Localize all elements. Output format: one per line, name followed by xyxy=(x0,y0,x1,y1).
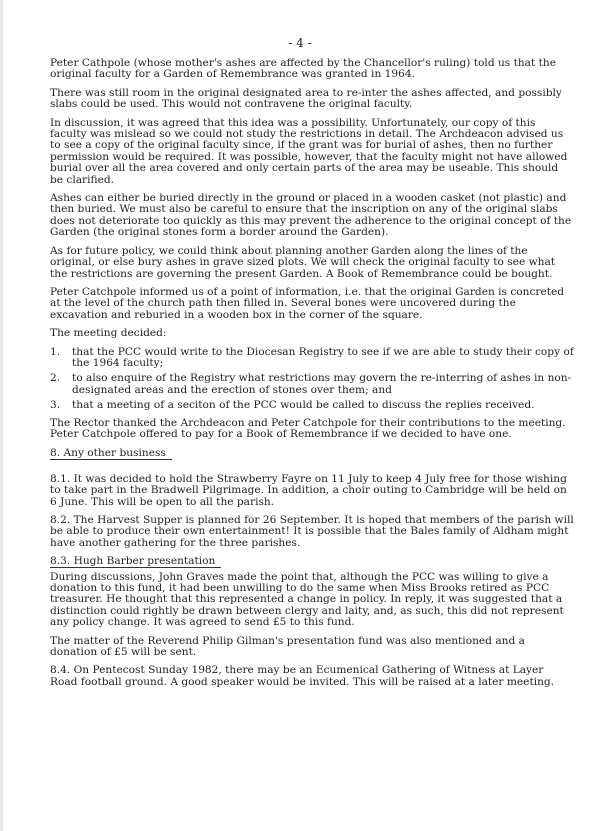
list-item-number: 1. xyxy=(50,345,61,358)
list-item xyxy=(50,373,574,396)
page-number: - 4 - xyxy=(288,36,312,50)
paragraph-ashes-burial: Ashes can either be buried directly in the ground or placed in a wooden casket (not plastic) and then buried. We must also be careful to ensure that the inscription on any of the original slabs does not deteriorate too quickly as this may prevent the adherence to the original concept of the Garden (the original stones form a border around the Garden). xyxy=(50,192,572,239)
paragraph-discussion: In discussion, it was agreed that this idea was a possibility. Unfortunately, our copy of this faculty was mislead so we could not study the restrictions in detail. The Archdeacon advised us to see a copy of the original faculty since, if the grant was for burial of ashes, then no further permission would be required. It was possible, however, that the faculty might not have allowed burial over all the area covered and only certain parts of the area may be useable. This should be clarified. xyxy=(50,116,568,186)
section-heading-any-other-business xyxy=(50,448,574,459)
list-item-number: 3. xyxy=(50,399,61,412)
paragraph-8-3-gilman: The matter of the Reverend Philip Gilman's presentation fund was also mentioned and a donation of £5 will be sent. xyxy=(50,634,525,659)
list-item-number: 2. xyxy=(50,372,61,385)
decision-list xyxy=(50,347,574,412)
paragraph-8-3-discussion: During discussions, John Graves made the point that, although the PCC was willing to give a donation to this fund, it had been unwilling to do the same when Miss Brooks retired as PCC treasurer. He thought that this represented a change in policy. In reply, it was suggested that a distinction could rightly be drawn between clergy and laity, and, as such, this did not represent any policy change. It was agreed to send £5 to this fund. xyxy=(50,570,564,629)
paragraph-8-2: 8.2. The Harvest Supper is planned for 26 September. It is hoped that members of the parish will be able to produce their own entertainment! It is possible that the Bales family of Aldham might have another gathering for the three parishes. xyxy=(50,514,574,549)
scan-edge-shadow xyxy=(0,0,3,831)
paragraph-future-policy: As for future policy, we could think about planning another Garden along the lines of the original, or else bury ashes in grave sized plots. We will check the original faculty to see what the restrictions are governing the present Garden. A Book of Remembrance could be bought. xyxy=(50,244,556,280)
list-item xyxy=(50,347,574,370)
paragraph-8-1: 8.1. It was decided to hold the Strawberry Fayre on 11 July to keep 4 July free for those wishing to take part in the Bradwell Pilgrimage. In addition, a choir outing to Cambridge will be held on 6 June. This will be open to all the parish. xyxy=(50,472,567,508)
paragraph-rector-thanks: The Rector thanked the Archdeacon and Peter Catchpole for their contributions to the meeting. Peter Catchpole offered to pay for a Book of Remembrance if we decided to have one. xyxy=(50,416,566,440)
section-heading-text: 8. Any other business xyxy=(50,447,172,460)
paragraph-room-remaining: There was still room in the original designated area to re-inter the ashes affected, and possibly slabs could be used. This would not contravene the original faculty. xyxy=(50,86,562,111)
section-heading-hugh-barber xyxy=(50,556,574,567)
list-item-text: that the PCC would write to the Diocesan Registry to see if we are able to study their copy of the 1964 faculty; xyxy=(72,345,574,369)
list-item-text: that a meeting of a seciton of the PCC would be called to discuss the replies received. xyxy=(72,399,535,412)
paragraph-8-4: 8.4. On Pentecost Sunday 1982, there may be an Ecumenical Gathering of Witness at Layer Road football ground. A good speaker would be invited. This will be raised at a later meeting. xyxy=(50,664,555,688)
list-item xyxy=(50,400,574,411)
page-body xyxy=(50,58,574,695)
list-item-text: to also enquire of the Registry what restrictions may govern the re-interring of ashes in non-designated areas and the erection of stones over them; and xyxy=(72,372,572,396)
section-heading-text: 8.3. Hugh Barber presentation xyxy=(50,555,221,568)
paragraph-catchpole-faculty: Peter Cathpole (whose mother's ashes are affected by the Chancellor's ruling) told us that the original faculty for a Garden of Remembrance was granted in 1964. xyxy=(50,57,556,81)
paragraph-point-of-information: Peter Catchpole informed us of a point of information, i.e. that the original Garden is concreted at the level of the church path then filled in. Several bones were uncovered during the excavation and reburied in a wooden box in the corner of the square. xyxy=(50,285,565,321)
paragraph-meeting-decided: The meeting decided: xyxy=(50,327,167,340)
